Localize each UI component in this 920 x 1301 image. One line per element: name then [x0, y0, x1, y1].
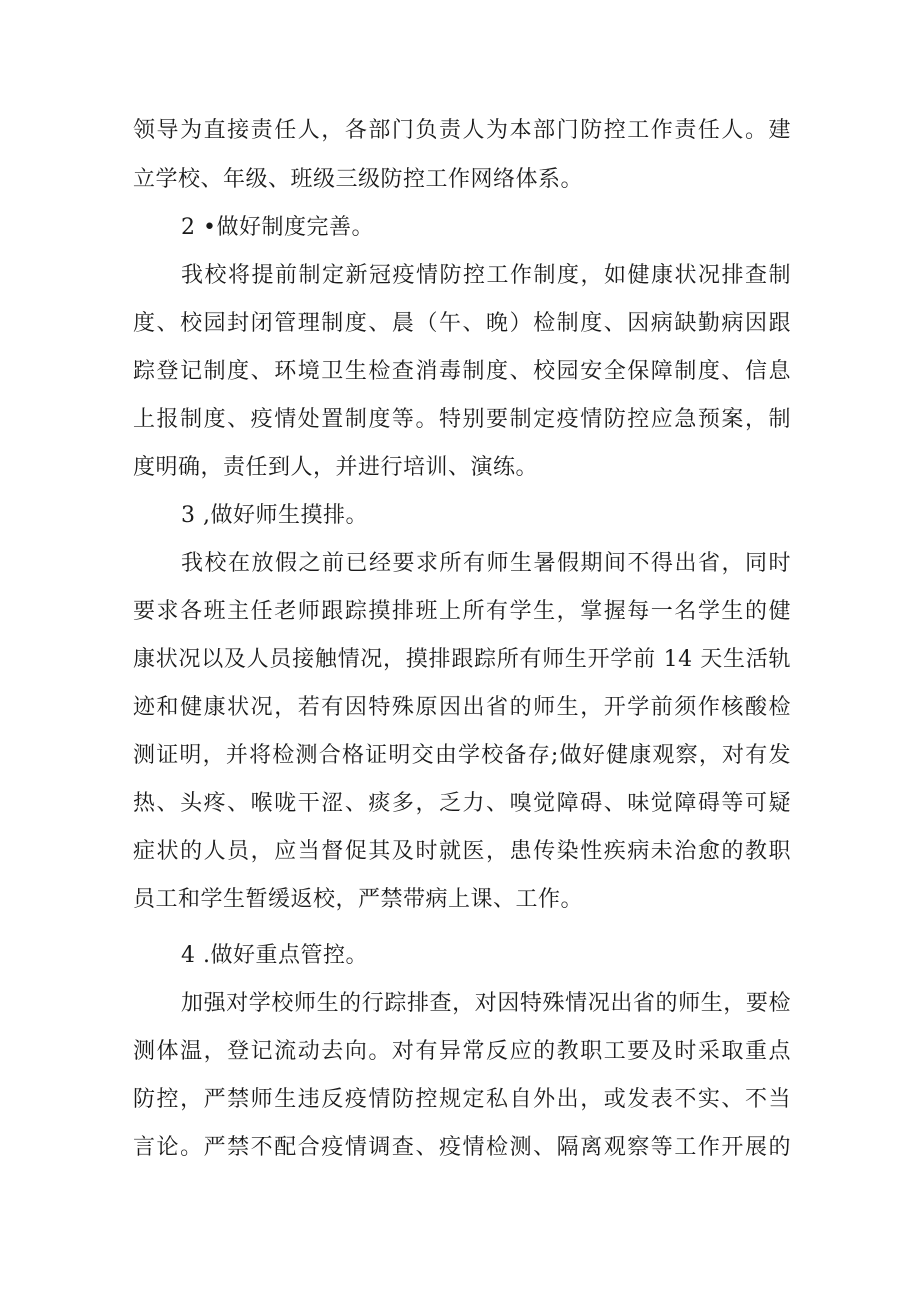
paragraph-line: 加强对学校师生的行踪排查，对因特殊情况出省的师生，要检 — [181, 991, 791, 1016]
section-heading: 4 .做好重点管控。 — [181, 943, 368, 968]
paragraph-line: 热、头疼、喉咙干涩、痰多，乏力、嗅觉障碍、味觉障碍等可疑 — [133, 791, 791, 816]
paragraph-line: 上报制度、疫情处置制度等。特别要制定疫情防控应急预案，制 — [133, 407, 791, 432]
paragraph-line: 我校在放假之前已经要求所有师生暑假期间不得出省，同时 — [181, 551, 791, 576]
paragraph-line: 测体温，登记流动去向。对有异常反应的教职工要及时采取重点 — [133, 1039, 791, 1064]
paragraph-line: 测证明，并将检测合格证明交由学校备存;做好健康观察，对有发 — [133, 743, 791, 768]
paragraph-line: 迹和健康状况，若有因特殊原因出省的师生，开学前须作核酸检 — [133, 695, 791, 720]
paragraph-line: 要求各班主任老师跟踪摸排班上所有学生，掌握每一名学生的健 — [133, 599, 791, 624]
section-heading: 2 •做好制度完善。 — [181, 215, 374, 240]
paragraph-line: 立学校、年级、班级三级防控工作网络体系。 — [133, 167, 584, 192]
paragraph-line: 踪登记制度、环境卫生检查消毒制度、校园安全保障制度、信息 — [133, 359, 791, 384]
paragraph-line: 度、校园封闭管理制度、晨（午、晚）检制度、因病缺勤病因跟 — [133, 311, 791, 336]
paragraph-line: 康状况以及人员接触情况，摸排跟踪所有师生开学前 14 天生活轨 — [133, 647, 791, 672]
paragraph-line: 度明确，责任到人，并进行培训、演练。 — [133, 455, 539, 480]
paragraph-line: 症状的人员，应当督促其及时就医，患传染性疾病未治愈的教职 — [133, 839, 791, 864]
paragraph-line: 领导为直接责任人，各部门负责人为本部门防控工作责任人。建 — [133, 118, 791, 143]
paragraph-line: 言论。严禁不配合疫情调查、疫情检测、隔离观察等工作开展的 — [133, 1135, 791, 1160]
section-heading: 3 ,做好师生摸排。 — [181, 503, 368, 528]
paragraph-line: 我校将提前制定新冠疫情防控工作制度，如健康状况排查制 — [181, 263, 791, 288]
paragraph-line: 员工和学生暂缓返校，严禁带病上课、工作。 — [133, 887, 584, 912]
paragraph-line: 防控，严禁师生违反疫情防控规定私自外出，或发表不实、不当 — [133, 1087, 791, 1112]
